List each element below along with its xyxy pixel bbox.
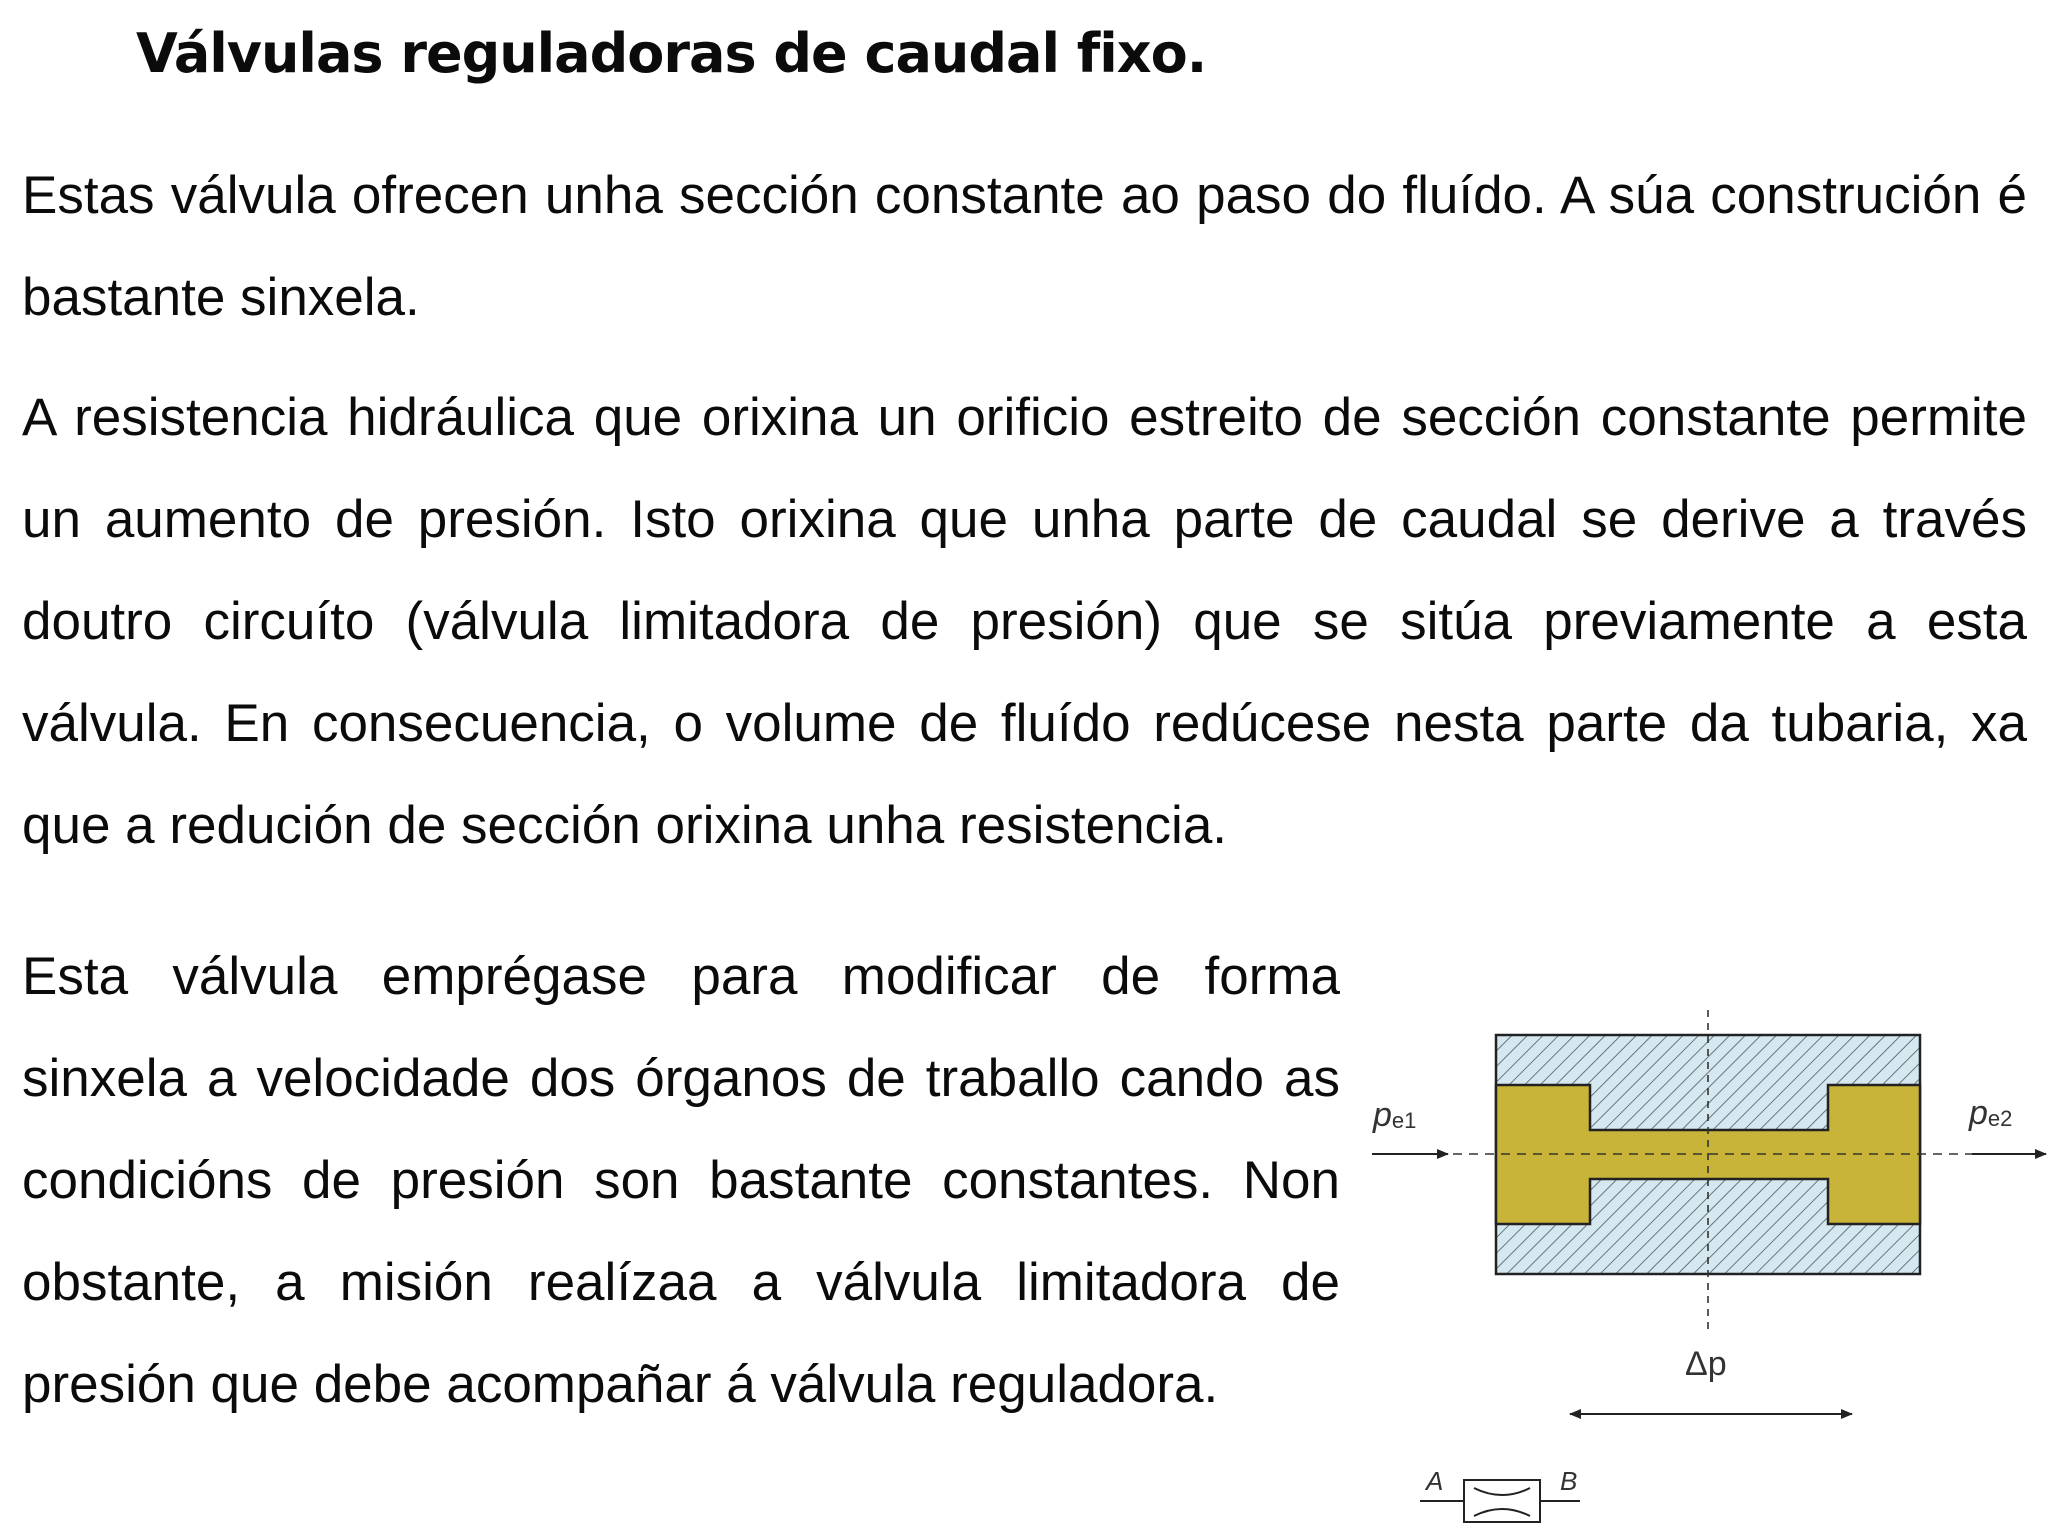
port-b-label: B — [1560, 1466, 1578, 1496]
page-title: Válvulas reguladoras de caudal fixo. — [136, 22, 1207, 85]
intro-paragraph: Estas válvula ofrecen unha sección constante ao paso do fluído. A súa construción é bastante sinxela. — [22, 166, 2027, 327]
fixed-orifice-valve-diagram — [1358, 1002, 2048, 1536]
resistance-paragraph: A resistencia hidráulica que orixina un orificio estreito de sección constante permite un aumento de presión. Isto orixina que unha parte de caudal se derive a través doutro circuíto (válvula limitadora de presión) que se sitúa previamente a esta válvula. En consecuencia, o volume de fluído redúcese nesta parte da tubaria, xa que a redución de sección orixina unha resistencia. — [22, 388, 2027, 855]
usage-paragraph: Esta válvula emprégase para modificar de forma sinxela a velocidade dos órganos de traballo cando as condicións de presión son bastante constantes. Non obstante, a misión realízaa a válvula limitadora de presión que debe acompañar á válvula reguladora. — [22, 947, 1340, 1414]
pressure-drop-label: Δp — [1685, 1345, 1727, 1383]
port-a-label: A — [1426, 1466, 1444, 1496]
throttle-symbol — [1420, 1480, 1580, 1522]
outlet-pressure-label: pe2 — [1969, 1094, 2013, 1132]
inlet-pressure-label: pe1 — [1373, 1096, 1417, 1134]
